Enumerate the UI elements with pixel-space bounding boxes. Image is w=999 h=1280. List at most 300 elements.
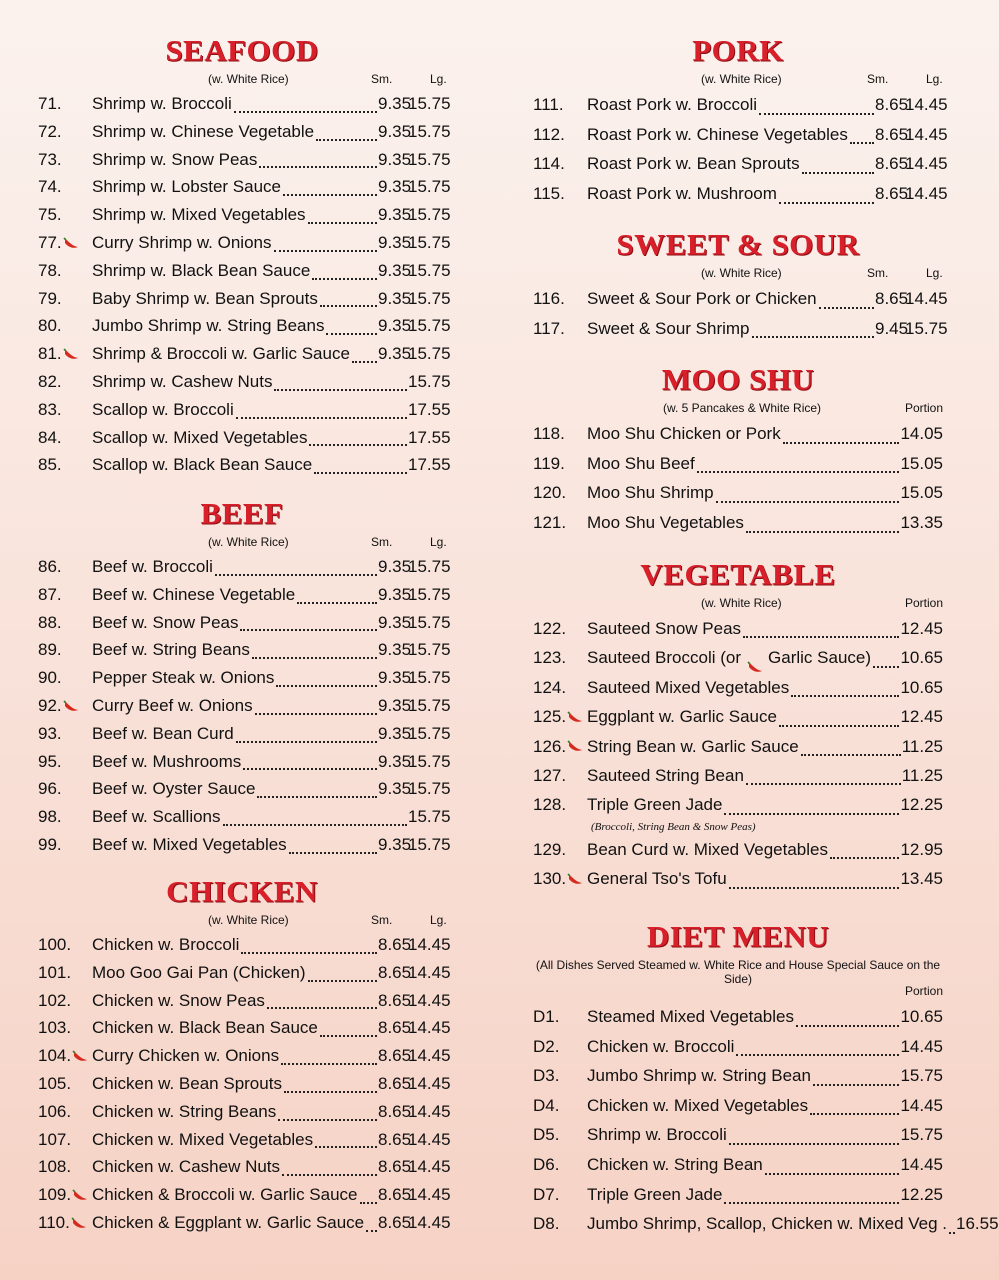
item-price-small: 8.65: [378, 1101, 412, 1121]
item-number-text: 106.: [38, 1101, 72, 1121]
item-number-text: 73.: [38, 149, 62, 169]
item-name: Scallop w. Black Bean Sauce: [92, 455, 313, 475]
item-price-small: 9.35: [378, 316, 412, 336]
item-number: [38, 90, 92, 118]
item-number: [38, 692, 92, 720]
item-price-large: 14.45: [408, 1101, 451, 1121]
item-number-text: D3.: [533, 1066, 560, 1086]
item-price: 12.45: [900, 707, 943, 727]
item-name: Baby Shrimp w. Bean Sprouts: [92, 288, 318, 308]
item-name: General Tso's Tofu: [587, 869, 727, 889]
item-number-text: 116.: [533, 288, 565, 308]
sweetsour-lg-header: Lg.: [926, 266, 943, 280]
item-number: [533, 1061, 587, 1091]
chicken-title: CHICKEN: [166, 874, 318, 909]
item-number: [38, 748, 92, 776]
pork-title: PORK: [692, 33, 784, 68]
item-name: Scallop w. Broccoli: [92, 399, 234, 419]
item-detail: (Broccoli, String Bean & Snow Peas): [591, 820, 756, 833]
dot-leader: [724, 1202, 899, 1204]
chicken-lg-header: Lg.: [430, 913, 447, 927]
item-number-text: 111.: [533, 94, 564, 114]
seafood-item: [38, 368, 451, 396]
item-number: [38, 257, 92, 285]
item-price-small: 9.35: [378, 149, 412, 169]
item-number: [38, 285, 92, 313]
item-number: [38, 146, 92, 174]
dot-leader: [729, 887, 900, 889]
item-price-large: 15.75: [408, 121, 451, 141]
item-number-text: 110.: [38, 1212, 70, 1232]
dot-leader: [274, 389, 407, 391]
item-name: Chicken w. String Bean: [587, 1154, 763, 1174]
mooshu-subheader: [533, 401, 943, 419]
item-price-large: 15.75: [408, 371, 451, 391]
chicken-item: [38, 1098, 451, 1126]
seafood-item: [38, 285, 451, 313]
vegetable-portion-header: Portion: [904, 596, 943, 610]
item-name: Beef w. Snow Peas: [92, 612, 239, 632]
item-number: [533, 1150, 587, 1180]
sweetsour-item: [533, 284, 948, 314]
dot-leader: [308, 980, 377, 982]
item-number: [38, 1126, 92, 1154]
pork-note: (w. White Rice): [701, 72, 782, 86]
item-price: 12.25: [900, 795, 943, 815]
dot-leader: [830, 857, 899, 859]
item-number: [38, 553, 92, 581]
dot-leader: [801, 754, 901, 756]
dot-leader: [752, 336, 874, 338]
dot-leader: [724, 813, 899, 815]
item-number: [533, 314, 587, 344]
item-price-small: 9.35: [378, 177, 412, 197]
item-name: Shrimp w. Lobster Sauce: [92, 177, 281, 197]
chili-pepper-icon: [567, 711, 584, 723]
item-number-text: 75.: [38, 205, 62, 225]
seafood-item: [38, 451, 451, 479]
item-name-continued: Garlic Sauce): [768, 648, 872, 668]
dot-leader: [236, 417, 407, 419]
item-number: [533, 761, 587, 790]
dot-leader: [697, 471, 900, 473]
dot-leader: [314, 472, 407, 474]
item-number-text: 89.: [38, 640, 62, 660]
item-name: Moo Goo Gai Pan (Chicken): [92, 962, 306, 982]
dot-leader: [810, 1113, 899, 1115]
seafood-sm-header: Sm.: [371, 72, 393, 86]
beef-item: [38, 636, 451, 664]
item-price: 11.25: [901, 736, 943, 756]
dot-leader: [276, 685, 377, 687]
vegetable-item: [533, 702, 943, 731]
item-number-text: 90.: [38, 668, 62, 688]
mooshu-item: [533, 449, 943, 479]
seafood-item: [38, 340, 451, 368]
item-number: [38, 1181, 92, 1209]
item-name: Bean Curd w. Mixed Vegetables: [587, 839, 828, 859]
beef-note: (w. White Rice): [208, 535, 289, 549]
chili-pepper-icon: [747, 661, 764, 673]
dot-leader: [949, 1232, 955, 1234]
item-price: 12.45: [900, 618, 943, 638]
vegetable-title: VEGETABLE: [640, 557, 836, 592]
chicken-section: [38, 874, 451, 1237]
chili-pepper-icon: [63, 700, 80, 712]
item-name: Chicken w. Broccoli: [587, 1036, 735, 1056]
chicken-item: [38, 931, 451, 959]
item-number-text: 126.: [533, 736, 567, 756]
item-number-text: 102.: [38, 990, 72, 1010]
diet-item: [533, 1061, 943, 1091]
item-number: [533, 1209, 587, 1239]
item-number-text: 99.: [38, 834, 62, 854]
diet-portion-header: Portion: [904, 984, 943, 998]
dot-leader: [765, 1173, 900, 1175]
dot-leader: [819, 307, 874, 309]
item-price-large: 14.45: [408, 962, 451, 982]
item-price-small: 9.35: [378, 121, 412, 141]
item-number-text: D5.: [533, 1125, 560, 1145]
item-price-small: 8.65: [378, 1073, 412, 1093]
item-price-small: 8.65: [378, 1212, 412, 1232]
item-name: Jumbo Shrimp w. String Beans: [92, 316, 325, 336]
item-name: Shrimp w. Mixed Vegetables: [92, 205, 306, 225]
item-number: [38, 931, 92, 959]
item-price-large: 15.75: [408, 723, 451, 743]
item-price: 15.05: [900, 453, 943, 473]
dot-leader: [850, 142, 874, 144]
beef-title: BEEF: [200, 496, 284, 531]
dot-leader: [309, 444, 407, 446]
item-number: [533, 149, 587, 179]
item-name: Chicken & Broccoli w. Garlic Sauce: [92, 1185, 358, 1205]
item-number: [38, 720, 92, 748]
item-number: [533, 673, 587, 702]
item-number-text: 72.: [38, 121, 62, 141]
item-price-large: 14.45: [905, 94, 948, 114]
item-price-large: 15.75: [408, 205, 451, 225]
diet-item: [533, 1032, 943, 1062]
item-price-small: 9.35: [378, 668, 412, 688]
item-number-text: 74.: [38, 177, 62, 197]
vegetable-item: [533, 864, 943, 893]
item-price-small: 8.65: [378, 1185, 412, 1205]
item-number: [38, 368, 92, 396]
item-price-small: 9.35: [378, 695, 412, 715]
beef-item: [38, 748, 451, 776]
item-price-large: 15.75: [408, 640, 451, 660]
item-number: [38, 987, 92, 1015]
item-number: [533, 1091, 587, 1121]
item-number: [38, 1098, 92, 1126]
item-number-text: 121.: [533, 513, 567, 533]
item-name: Beef w. Scallions: [92, 807, 221, 827]
item-number-text: 103.: [38, 1018, 72, 1038]
item-price-large: 15.75: [408, 751, 451, 771]
item-name: Shrimp w. Black Bean Sauce: [92, 260, 311, 280]
item-number: [38, 1070, 92, 1098]
item-price-large: 14.45: [408, 990, 451, 1010]
dot-leader: [289, 852, 377, 854]
item-price-large: 14.45: [408, 1157, 451, 1177]
item-number-text: 117.: [533, 318, 565, 338]
item-price-small: 8.65: [378, 1018, 412, 1038]
vegetable-item: [533, 673, 943, 702]
vegetable-item: [533, 835, 943, 864]
item-number: [533, 284, 587, 314]
pork-item: [533, 149, 948, 179]
dot-leader: [716, 501, 900, 503]
item-price-small: 9.35: [378, 557, 412, 576]
item-price-small: 9.35: [378, 344, 412, 364]
item-price-large: 15.75: [408, 177, 451, 197]
item-number: [38, 775, 92, 803]
item-price-large: 15.75: [408, 149, 451, 169]
dot-leader: [274, 250, 378, 252]
item-name: Moo Shu Beef: [587, 453, 695, 473]
item-price-small: 8.65: [378, 1157, 412, 1177]
chicken-subheader: [38, 913, 446, 931]
pork-item: [533, 90, 948, 120]
mooshu-portion-header: Portion: [904, 401, 943, 415]
item-price-large: 15.75: [408, 344, 451, 364]
dot-leader: [223, 824, 407, 826]
item-price: 10.65: [900, 648, 943, 668]
item-name: Eggplant w. Garlic Sauce: [587, 707, 777, 727]
item-name: Chicken w. Bean Sprouts: [92, 1073, 282, 1093]
item-price-large: 14.45: [408, 1212, 451, 1232]
item-number: [38, 636, 92, 664]
beef-subheader: [38, 535, 446, 553]
item-name: Sauteed String Bean: [587, 765, 744, 785]
chicken-item: [38, 1042, 451, 1070]
item-name: Chicken w. String Beans: [92, 1101, 277, 1121]
item-name: Chicken w. Broccoli: [92, 935, 240, 954]
item-number-text: 104.: [38, 1046, 72, 1066]
mooshu-item: [533, 508, 943, 538]
item-number-text: 78.: [38, 260, 62, 280]
item-number-text: 85.: [38, 455, 62, 475]
item-name: Moo Shu Shrimp: [587, 483, 714, 503]
seafood-item: [38, 90, 451, 118]
item-price-large: 17.55: [408, 399, 451, 419]
chicken-item: [38, 1014, 451, 1042]
item-price: 14.45: [900, 1154, 943, 1174]
item-number: [38, 1014, 92, 1042]
item-number-text: D1.: [533, 1007, 560, 1026]
item-name: Curry Shrimp w. Onions: [92, 232, 272, 252]
vegetable-item: [533, 761, 943, 790]
beef-item: [38, 692, 451, 720]
dot-leader: [281, 1063, 377, 1065]
item-name: Pepper Steak w. Onions: [92, 668, 275, 688]
item-number: [533, 614, 587, 643]
item-number-text: 71.: [38, 94, 62, 113]
item-number: [38, 1153, 92, 1181]
beef-sm-header: Sm.: [371, 535, 393, 549]
item-number-text: 123.: [533, 648, 567, 668]
chicken-item: [38, 987, 451, 1015]
dot-leader: [284, 1091, 377, 1093]
beef-lg-header: Lg.: [430, 535, 447, 549]
item-number: [38, 831, 92, 859]
item-price-large: 15.75: [408, 807, 451, 827]
item-price-small: 9.35: [378, 260, 412, 280]
item-number-text: 112.: [533, 124, 565, 144]
item-name: Triple Green Jade: [587, 795, 723, 815]
item-number: [38, 664, 92, 692]
item-name: Scallop w. Mixed Vegetables: [92, 427, 308, 447]
item-number-text: 119.: [533, 453, 565, 473]
item-number: [38, 803, 92, 831]
mooshu-title: MOO SHU: [661, 362, 815, 397]
item-name: Shrimp & Broccoli w. Garlic Sauce: [92, 344, 350, 364]
item-price-large: 15.75: [408, 834, 451, 854]
seafood-section: [38, 33, 451, 479]
dot-leader: [813, 1084, 900, 1086]
item-name: Steamed Mixed Vegetables: [587, 1007, 794, 1026]
item-name: Beef w. Chinese Vegetable: [92, 584, 296, 604]
item-number: [38, 1042, 92, 1070]
item-name: Roast Pork w. Broccoli: [587, 94, 758, 114]
item-price-small: 9.35: [378, 723, 412, 743]
item-name: Chicken w. Black Bean Sauce: [92, 1018, 318, 1038]
item-name: Curry Beef w. Onions: [92, 695, 253, 715]
item-number: [533, 478, 587, 508]
item-number: [38, 1209, 92, 1237]
mooshu-item: [533, 419, 943, 449]
item-name: Chicken w. Snow Peas: [92, 990, 265, 1010]
item-price-large: 14.45: [408, 1185, 451, 1205]
item-name: Beef w. Oyster Sauce: [92, 779, 256, 799]
seafood-subheader: [38, 72, 446, 90]
item-number: [38, 229, 92, 257]
item-number: [533, 732, 587, 761]
item-number-text: 105.: [38, 1073, 72, 1093]
diet-note: (All Dishes Served Steamed w. White Rice and House Special Sauce on the Side): [535, 958, 941, 986]
item-price-small: 9.35: [378, 94, 412, 113]
item-price-large: 15.75: [408, 668, 451, 688]
item-price-small: 8.65: [875, 124, 909, 144]
item-price-large: 15.75: [408, 316, 451, 336]
seafood-item: [38, 201, 451, 229]
item-number: [38, 396, 92, 424]
item-price: 10.65: [900, 1007, 943, 1026]
dot-leader: [316, 139, 377, 141]
item-name: Shrimp w. Chinese Vegetable: [92, 121, 315, 141]
dot-leader: [308, 222, 377, 224]
item-number: [533, 449, 587, 479]
beef-item: [38, 609, 451, 637]
item-price-small: 9.35: [378, 205, 412, 225]
dot-leader: [779, 725, 900, 727]
item-number-text: 108.: [38, 1157, 72, 1177]
item-price-small: 9.35: [378, 751, 412, 771]
item-name: Sweet & Sour Pork or Chicken: [587, 288, 817, 308]
item-price-small: 9.45: [875, 318, 909, 338]
sweetsour-note: (w. White Rice): [701, 266, 782, 280]
item-name: Sweet & Sour Shrimp: [587, 318, 750, 338]
item-name: Beef w. Broccoli: [92, 557, 213, 576]
dot-leader: [320, 305, 377, 307]
mooshu-item: [533, 478, 943, 508]
dot-leader: [297, 602, 377, 604]
item-price-small: 8.65: [875, 154, 909, 174]
item-price-large: 14.45: [408, 1129, 451, 1149]
pork-section: [533, 33, 948, 209]
item-number: [533, 1120, 587, 1150]
dot-leader: [802, 172, 874, 174]
item-price-small: 8.65: [875, 184, 909, 204]
pork-item: [533, 120, 948, 150]
chili-pepper-icon: [72, 1050, 89, 1062]
dot-leader: [252, 657, 377, 659]
diet-title: DIET MENU: [646, 919, 830, 954]
sweetsour-title: SWEET & SOUR: [616, 227, 860, 262]
item-number-text: 118.: [533, 423, 565, 443]
item-number-text: D2.: [533, 1036, 560, 1056]
chicken-item: [38, 1181, 451, 1209]
item-number-text: 130.: [533, 869, 567, 889]
item-name: Beef w. Mushrooms: [92, 751, 242, 771]
seafood-item: [38, 312, 451, 340]
item-number-text: 79.: [38, 288, 62, 308]
dot-leader: [746, 783, 901, 785]
beef-item: [38, 553, 451, 581]
item-number-text: 96.: [38, 779, 62, 799]
diet-item: [533, 1002, 943, 1032]
item-price-large: 14.45: [905, 288, 948, 308]
item-number: [533, 90, 587, 120]
item-price-small: 8.65: [378, 962, 412, 982]
chicken-item: [38, 1070, 451, 1098]
sweetsour-item: [533, 314, 948, 344]
item-price: 14.45: [900, 1095, 943, 1115]
item-price: 13.45: [900, 869, 943, 889]
beef-item: [38, 664, 451, 692]
item-price-small: 8.65: [378, 1129, 412, 1149]
dot-leader: [278, 1119, 377, 1121]
item-number: [38, 173, 92, 201]
item-number: [38, 424, 92, 452]
dot-leader: [255, 713, 377, 715]
item-number: [533, 120, 587, 150]
item-number-text: 115.: [533, 184, 565, 204]
item-price-large: 15.75: [408, 779, 451, 799]
chicken-item: [38, 1153, 451, 1181]
dot-leader: [236, 741, 377, 743]
item-price: 16.55: [956, 1214, 999, 1234]
dot-leader: [243, 768, 377, 770]
pork-subheader: [533, 72, 943, 90]
sweetsour-subheader: [533, 266, 943, 284]
dot-leader: [736, 1054, 899, 1056]
beef-item: [38, 581, 451, 609]
item-number-text: 86.: [38, 557, 62, 576]
item-price-small: 9.35: [378, 640, 412, 660]
item-name: Shrimp w. Broccoli: [92, 94, 232, 113]
item-number: [533, 508, 587, 538]
item-number: [533, 702, 587, 731]
item-number-text: 101.: [38, 962, 72, 982]
vegetable-item: [533, 643, 943, 672]
item-price: 12.25: [900, 1184, 943, 1204]
sweet-sour-section: [533, 227, 948, 343]
beef-section: [38, 496, 451, 859]
item-name: Jumbo Shrimp, Scallop, Chicken w. Mixed Veg .: [587, 1214, 947, 1234]
seafood-item: [38, 424, 451, 452]
